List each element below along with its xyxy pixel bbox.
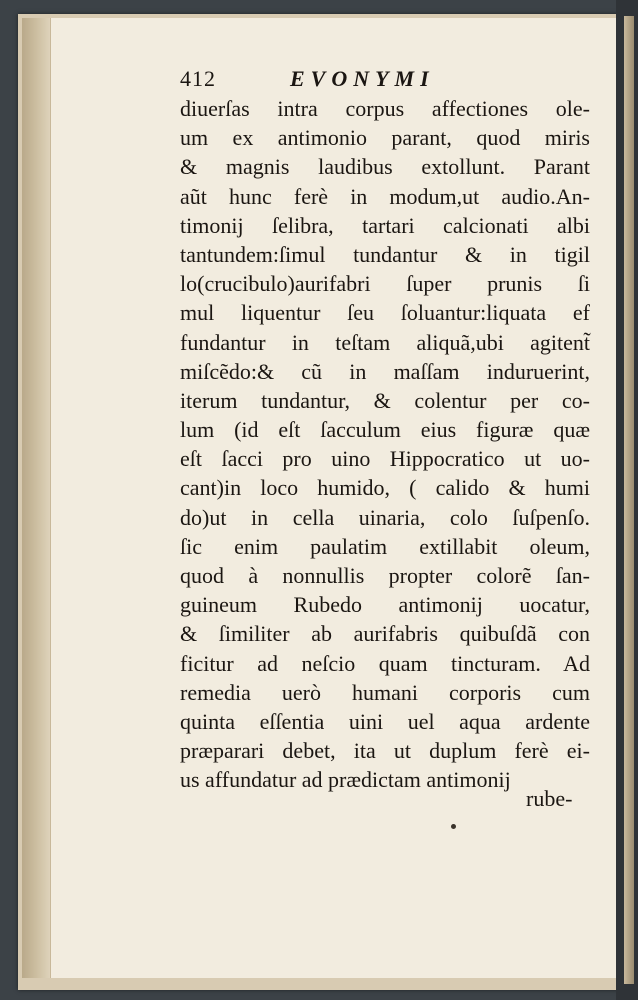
text-line: & magnis laudibus extollunt. Parant — [180, 154, 590, 180]
text-line: guineum Rubedo antimonij uocatur, — [180, 592, 590, 618]
facing-page-edge — [624, 16, 634, 984]
text-line: lo(crucibulo)aurifabri ſuper prunis ſi — [180, 271, 590, 297]
text-line: um ex antimonio parant, quod miris — [180, 125, 590, 151]
text-line: timonij ſelibra, tartari calcionati albi — [180, 212, 590, 238]
text-line: fundantur in teſtam aliquã,ubi agitent̃ — [180, 329, 590, 355]
text-line: mul liquentur ſeu ſoluantur:liquata ef — [180, 300, 590, 326]
text-line: cant)in loco humido, ( calido & humi — [180, 475, 590, 501]
ink-dot — [451, 824, 456, 829]
page-number: 412 — [180, 66, 216, 91]
text-line: diuerſas intra corpus affectiones ole- — [180, 96, 590, 121]
body-text — [180, 94, 590, 795]
text-line: do)ut in cella uinaria, colo ſuſpenſo. — [180, 504, 590, 530]
text-line: quod à nonnullis propter colorẽ ſan- — [180, 563, 590, 588]
text-line: & ſimiliter ab aurifabris quibuſdã con — [180, 621, 590, 647]
text-line: tantundem:ſimul tundantur & in tigil — [180, 241, 590, 267]
page-header — [180, 66, 510, 94]
text-line: aũt hunc ferè in modum,ut audio.An- — [180, 183, 590, 209]
text-line: eſt ſacci pro uino Hippocratico ut uo- — [180, 446, 590, 472]
text-line: remedia uerò humani corporis cum — [180, 679, 590, 705]
text-line: quinta eſſentia uini uel aqua ardente — [180, 708, 590, 734]
text-line: lum (id eſt ſacculum eius figuræ quæ — [180, 417, 590, 443]
text-line: præparari debet, ita ut duplum ferè ei- — [180, 738, 590, 764]
text-line: iterum tundantur, & colentur per co- — [180, 387, 590, 413]
text-line: ſic enim paulatim extillabit oleum, — [180, 533, 590, 559]
text-line: miſcẽdo:& cũ in maſſam induruerint, — [180, 358, 590, 384]
text-line: ficitur ad neſcio quam tincturam. Ad — [180, 650, 590, 676]
running-head: EVONYMI — [290, 66, 435, 91]
catchword: rube- — [526, 786, 573, 811]
text-line: us affundatur ad prædictam antimonij — [180, 767, 511, 793]
